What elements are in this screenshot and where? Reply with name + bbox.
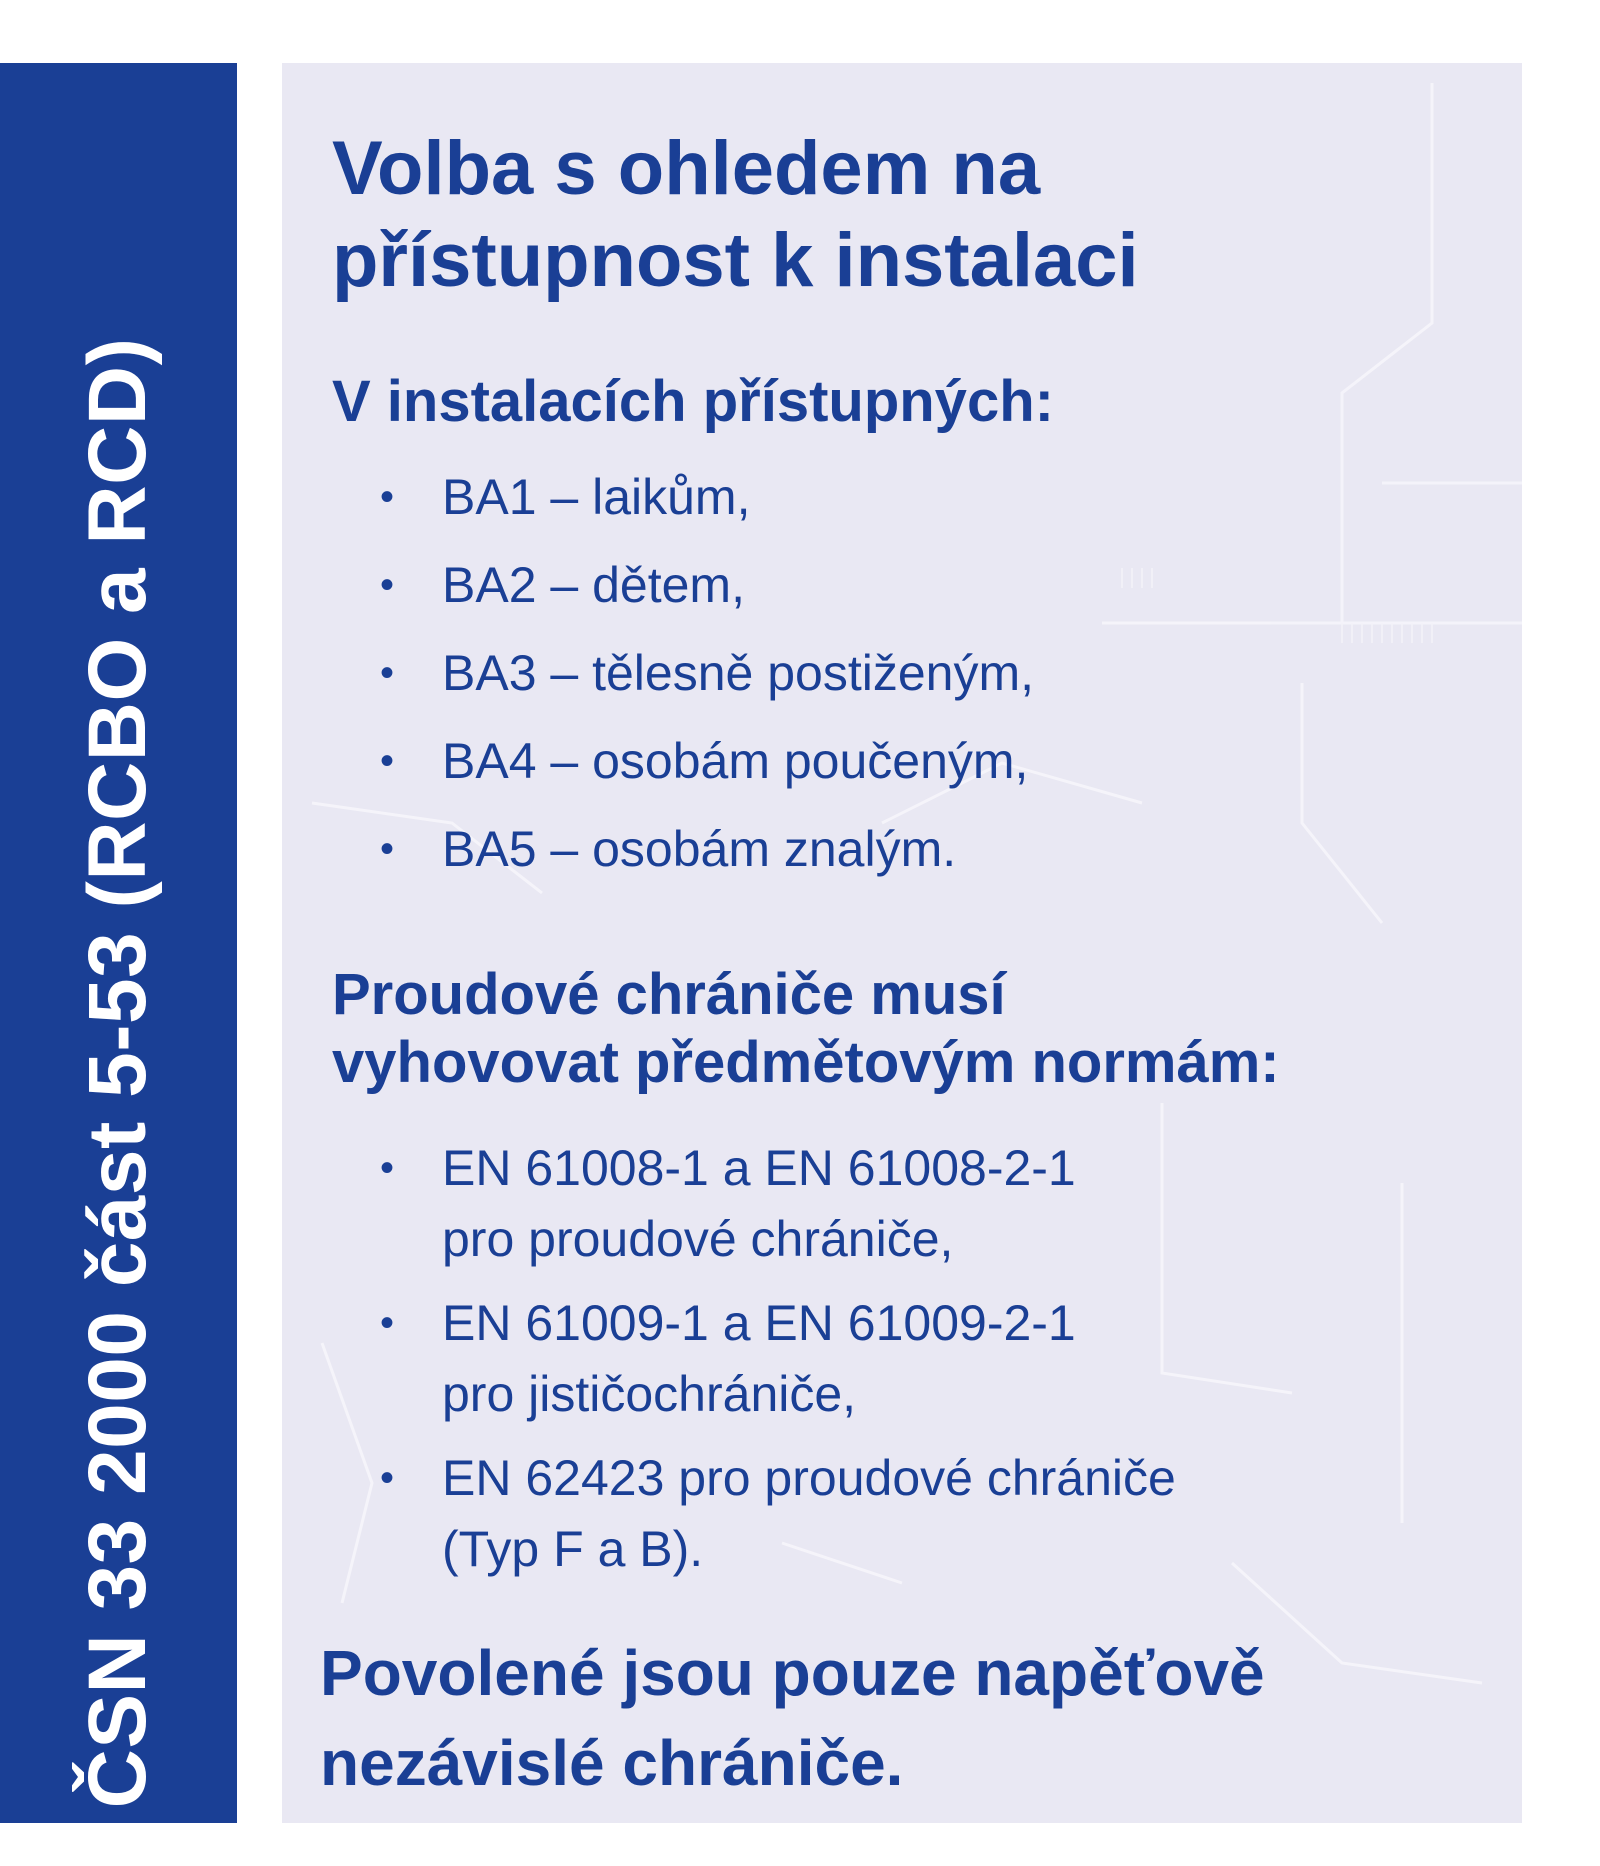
list-item	[282, 1133, 1176, 1275]
list-item	[282, 820, 1034, 908]
access-item-text: BA3 – tělesně postiženým,	[442, 645, 1034, 701]
bullet-icon: •	[380, 739, 395, 783]
footer-note-line-2: nezávislé chrániče.	[320, 1727, 904, 1799]
list-item	[282, 644, 1034, 732]
content-panel	[282, 63, 1522, 1823]
list-item	[282, 732, 1034, 820]
footer-note	[320, 1628, 1265, 1808]
norm-item-line-2: pro jističochrániče,	[442, 1366, 857, 1422]
access-heading: V instalacích přístupných:	[332, 369, 1054, 434]
access-item-text: BA1 – laikům,	[442, 469, 751, 525]
access-item-text: BA5 – osobám znalým.	[442, 821, 957, 877]
footer-note-line-1: Povolené jsou pouze napěťově	[320, 1637, 1265, 1709]
norm-item-line-1: EN 61009-1 a EN 61009-2-1	[442, 1295, 1076, 1351]
list-item	[282, 468, 1034, 556]
list-item	[282, 1443, 1176, 1585]
access-list	[282, 468, 1034, 908]
norms-heading-line-2: vyhovovat předmětovým normám:	[332, 1030, 1280, 1095]
norms-heading	[332, 961, 1280, 1097]
title-line-1: Volba s ohledem na	[332, 126, 1041, 211]
bullet-icon: •	[380, 1301, 395, 1345]
norms-heading-line-1: Proudové chrániče musí	[332, 962, 1006, 1027]
bullet-icon: •	[380, 827, 395, 871]
norm-item-line-1: EN 61008-1 a EN 61008-2-1	[442, 1140, 1076, 1196]
bullet-icon: •	[380, 1146, 395, 1190]
list-item	[282, 1288, 1176, 1430]
norm-item-line-1: EN 62423 pro proudové chrániče	[442, 1450, 1176, 1506]
norms-list	[282, 1133, 1176, 1598]
page-title	[332, 123, 1139, 307]
list-item	[282, 556, 1034, 644]
title-line-2: přístupnost k instalaci	[332, 218, 1139, 303]
access-item-text: BA4 – osobám poučeným,	[442, 733, 1029, 789]
bullet-icon: •	[380, 651, 395, 695]
standard-label: ČSN 33 2000 část 5-53 (RCBO a RCD)	[72, 337, 163, 1809]
access-item-text: BA2 – dětem,	[442, 557, 745, 613]
side-banner	[0, 63, 237, 1823]
bullet-icon: •	[380, 475, 395, 519]
bullet-icon: •	[380, 1456, 395, 1500]
norm-item-line-2: pro proudové chrániče,	[442, 1211, 954, 1267]
bullet-icon: •	[380, 563, 395, 607]
norm-item-line-2: (Typ F a B).	[442, 1521, 704, 1577]
